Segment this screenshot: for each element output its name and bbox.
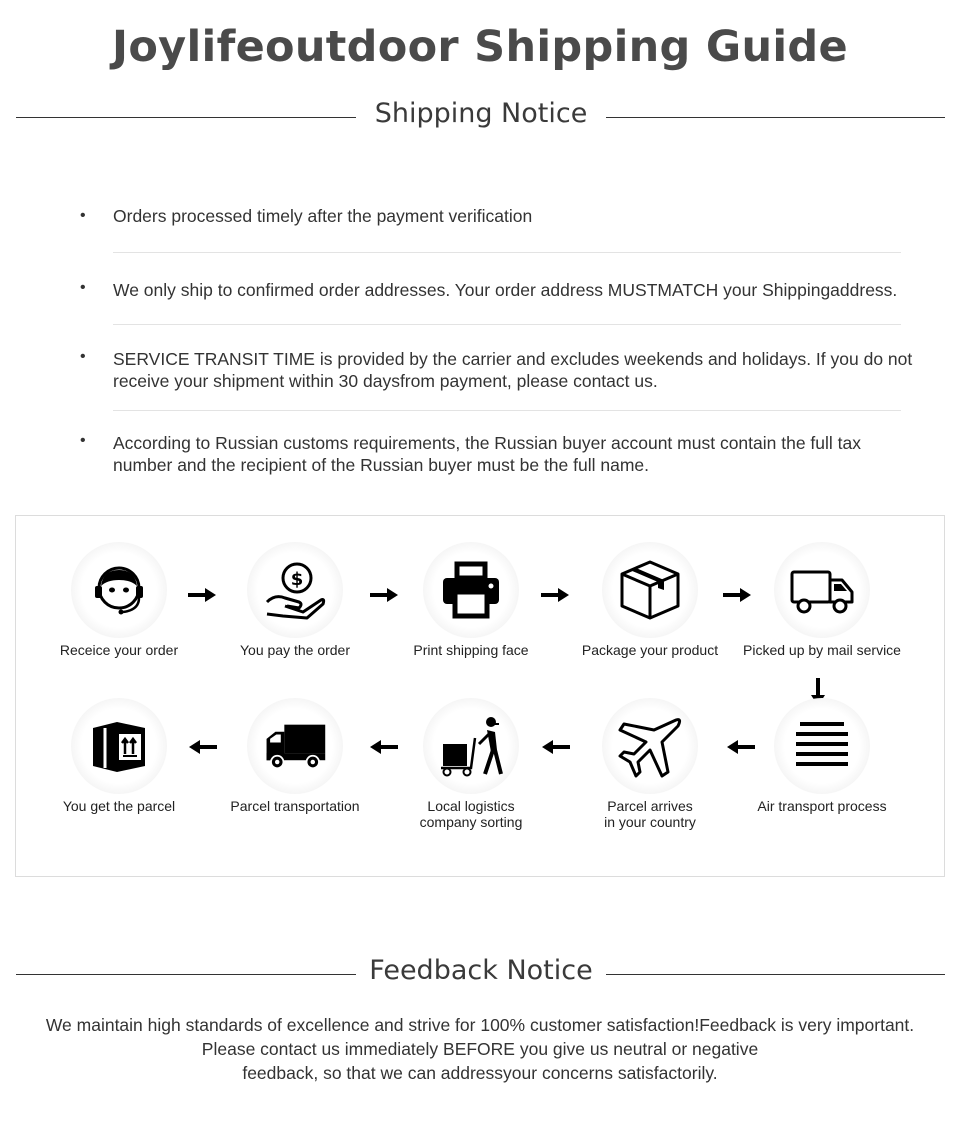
feedback-text <box>20 1013 940 1085</box>
notice-text: According to Russian customs requirements, the Russian buyer account must contain the full tax number and the recipient of the Russian buyer must be the full name. <box>113 433 862 475</box>
feedback-notice-label: Feedback Notice <box>369 955 593 986</box>
step-receive-order <box>34 542 204 658</box>
notice-divider <box>113 324 901 325</box>
shipping-process-diagram <box>15 515 945 877</box>
parcel-icon <box>87 714 151 778</box>
notice-text: We only ship to confirmed order addresses. Your order address MUSTMATCH your Shippingaddress. <box>113 280 898 300</box>
step-pay-order <box>210 542 380 658</box>
hand-truck-worker-icon <box>439 714 503 778</box>
feedback-line: feedback, so that we can addressyour concerns satisfactorily. <box>242 1063 718 1083</box>
notice-text: SERVICE TRANSIT TIME is provided by the carrier and excludes weekends and holidays. If you do not receive your shipment within 30 daysfrom payment, please contact us. <box>113 349 913 391</box>
step-package-product <box>565 542 735 658</box>
step-label: You get the parcel <box>62 798 176 814</box>
step-parcel-transportation <box>210 698 380 814</box>
notice-divider <box>113 410 901 411</box>
step-picked-up <box>737 542 907 658</box>
step-label-line: Local logistics <box>427 798 515 814</box>
step-parcel-arrives <box>565 698 735 830</box>
airplane-icon <box>618 714 682 778</box>
shipping-notice-label: Shipping Notice <box>374 98 588 129</box>
step-label: You pay the order <box>239 642 350 658</box>
truck-icon <box>790 558 854 622</box>
headset-agent-icon <box>87 558 151 622</box>
svg-text:$: $ <box>290 569 304 590</box>
bullet: • <box>80 207 86 224</box>
step-label <box>565 798 735 830</box>
step-label: Package your product <box>581 642 719 658</box>
printer-icon <box>439 558 503 622</box>
step-air-transport <box>737 698 907 814</box>
stacked-lines-icon <box>790 714 854 778</box>
page-title: Joylifeoutdoor Shipping Guide <box>112 22 848 72</box>
step-label: Picked up by mail service <box>743 642 901 658</box>
hand-dollar-icon <box>263 558 327 622</box>
bullet: • <box>80 348 86 365</box>
step-label: Air transport process <box>757 798 887 814</box>
shipping-notice-heading <box>16 98 945 138</box>
notice-divider <box>113 252 901 253</box>
feedback-notice-heading <box>16 955 945 995</box>
feedback-line: We maintain high standards of excellence and strive for 100% customer satisfaction!Feedback is very important. <box>45 1015 915 1035</box>
step-label-line: company sorting <box>419 814 523 830</box>
step-label: Parcel transportation <box>230 798 360 814</box>
delivery-truck-icon <box>263 714 327 778</box>
heading-rule-right <box>606 117 945 118</box>
heading-rule-left <box>16 117 356 118</box>
bullet: • <box>80 432 86 449</box>
step-label-line: in your country <box>604 814 696 830</box>
step-get-parcel <box>34 698 204 814</box>
notice-text: Orders processed timely after the payment verification <box>113 206 533 226</box>
step-print-shipping <box>386 542 556 658</box>
step-label: Print shipping face <box>413 642 529 658</box>
bullet: • <box>80 279 86 296</box>
box-icon <box>618 558 682 622</box>
heading-rule-right <box>606 974 945 975</box>
heading-rule-left <box>16 974 356 975</box>
step-label <box>386 798 556 830</box>
step-local-sorting <box>386 698 556 830</box>
step-label-line: Parcel arrives <box>607 798 693 814</box>
step-label: Receice your order <box>59 642 179 658</box>
feedback-line: Please contact us immediately BEFORE you give us neutral or negative <box>201 1039 759 1059</box>
